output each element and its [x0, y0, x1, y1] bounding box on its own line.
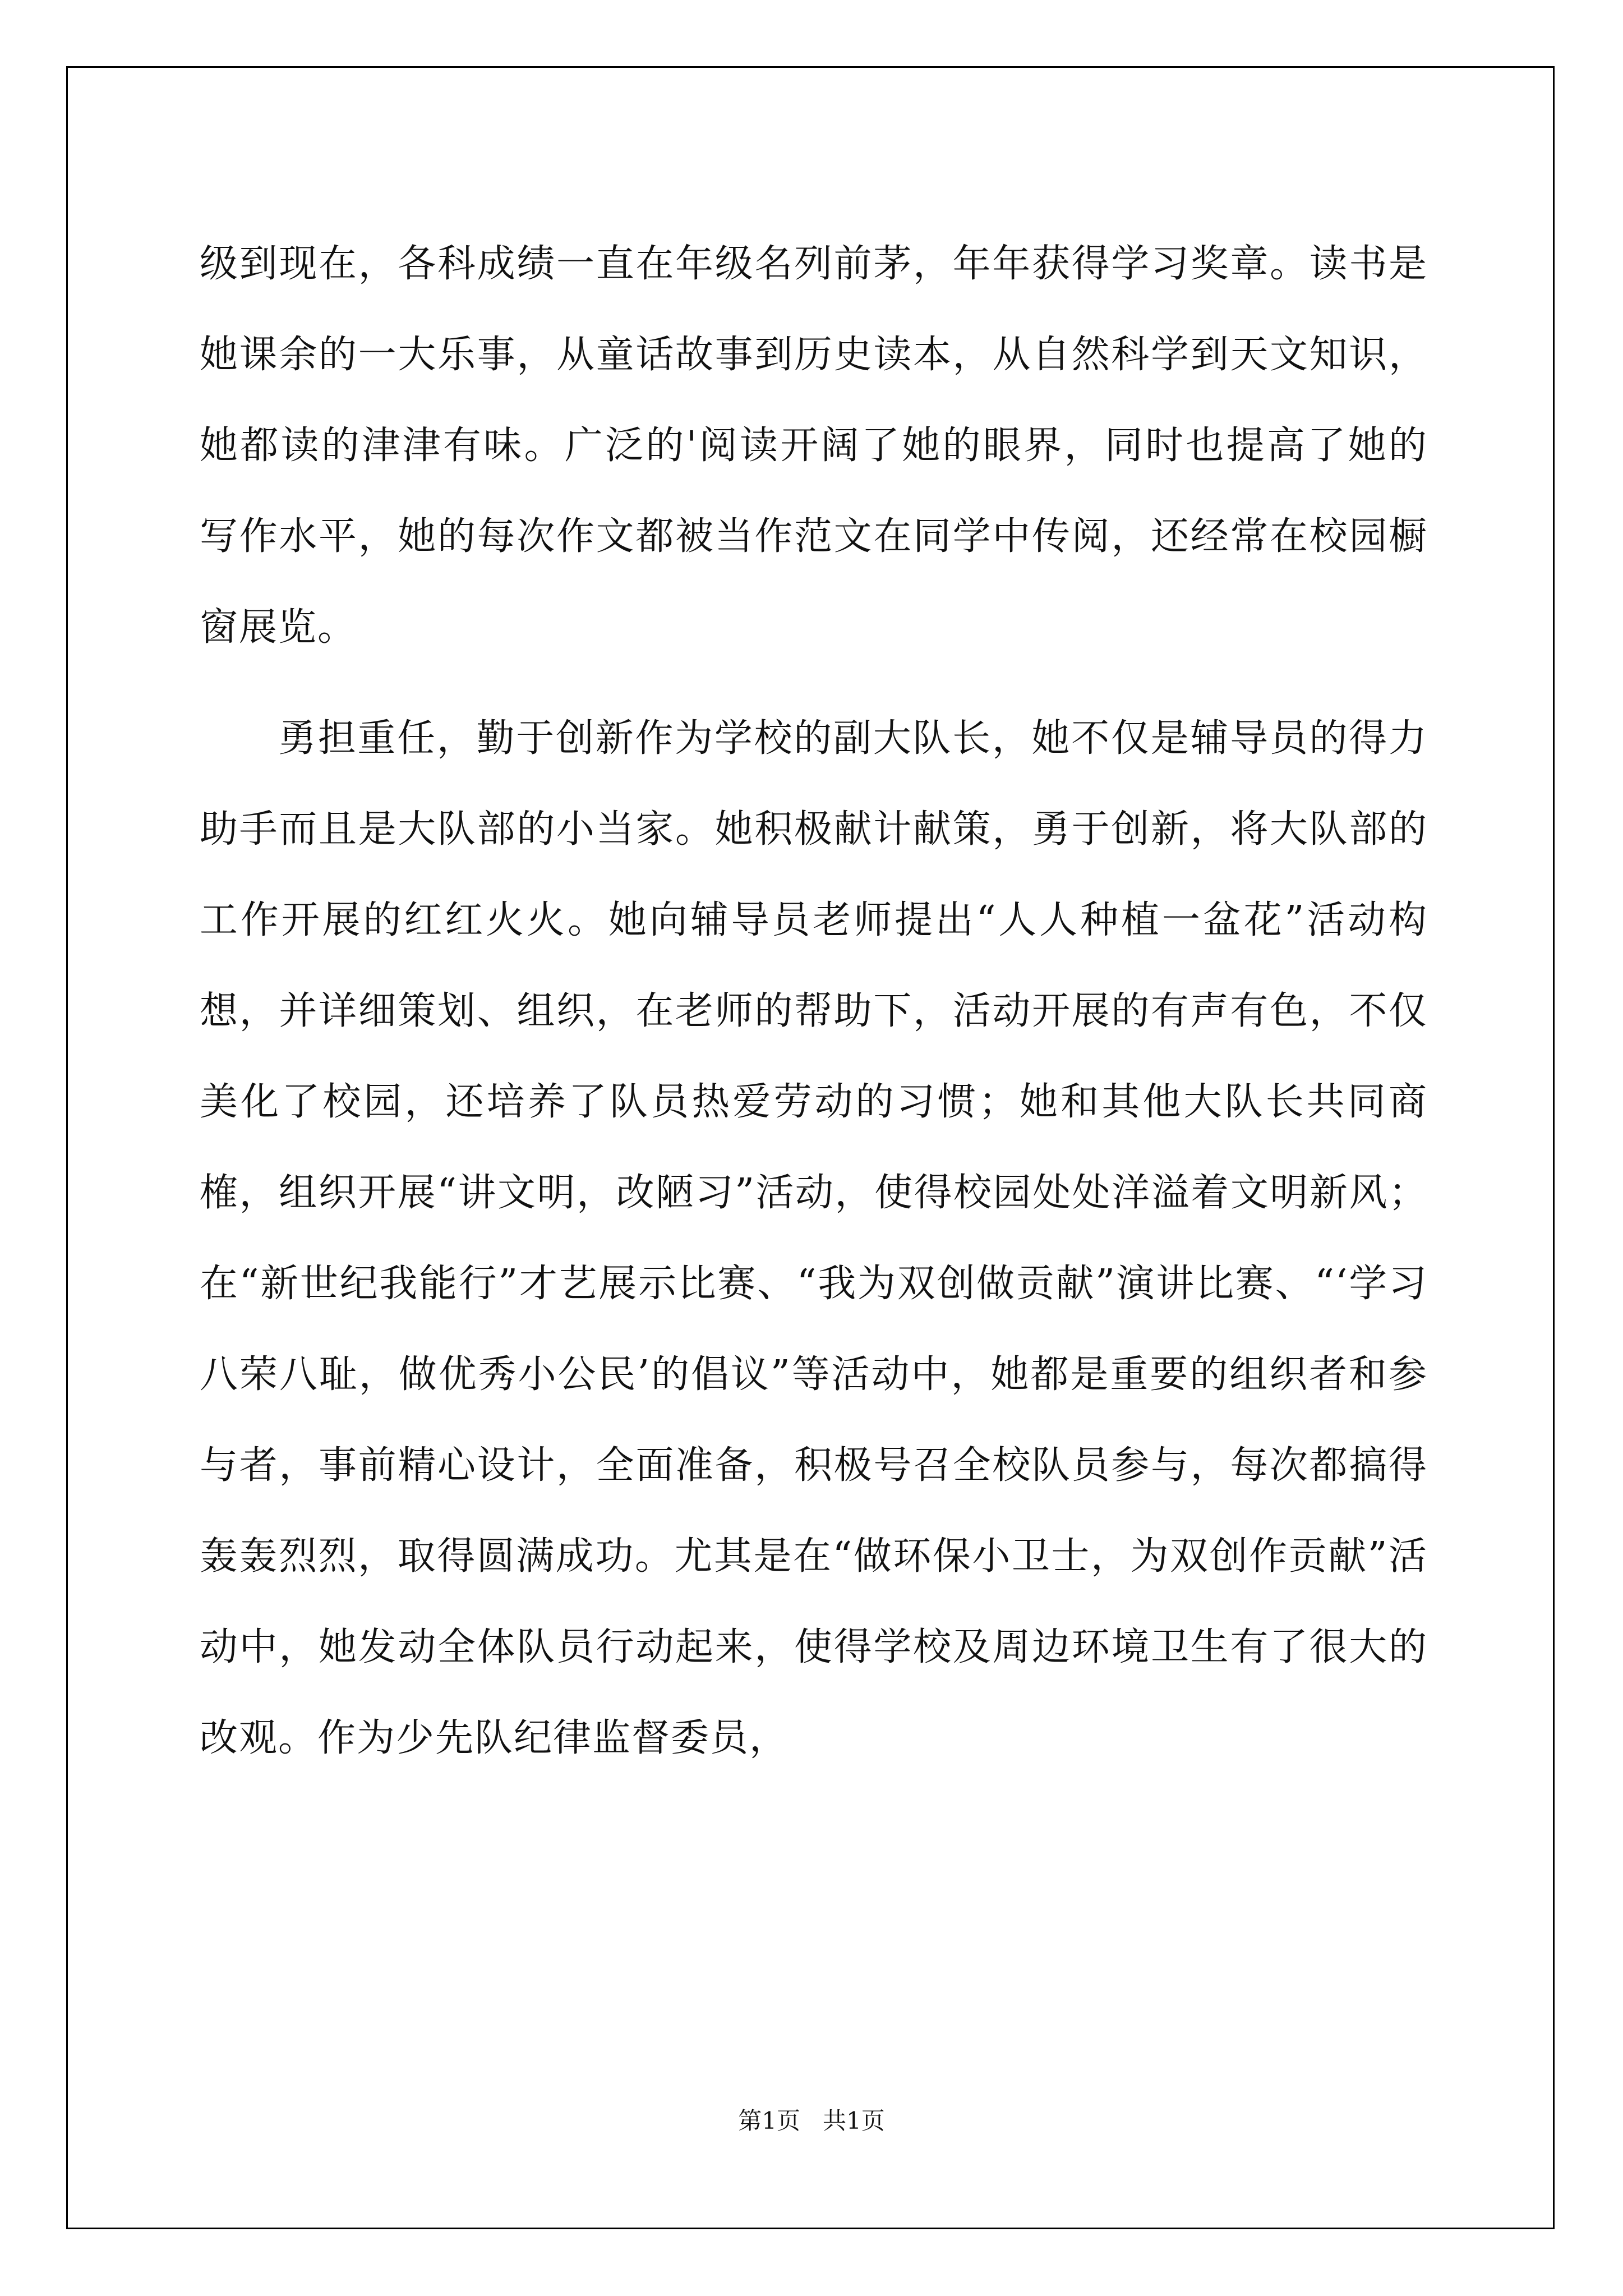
paragraph-2: 勇担重任，勤于创新作为学校的副大队长，她不仅是辅导员的得力助手而且是大队部的小当家。她积极献计献策，勇于创新，将大队部的工作开展的红红火火。她向辅导员老师提出“人人种植一盆花”活动构想，并详细策划、组织，在老师的帮助下，活动开展的有声有色，不仅美化了校园，还培养了队员热爱劳动的习惯；她和其他大队长共同商榷，组织开展“讲文明，改陋习”活动，使得校园处处洋溢着文明新风；在“新世纪我能行”才艺展示比赛、“我为双创做贡献”演讲比赛、“‘学习八荣八耻，做优秀小公民’的倡议”等活动中，她都是重要的组织者和参与者，事前精心设计，全面准备，积极号召全校队员参与，每次都搞得轰轰烈烈，取得圆满成功。尤其是在“做环保小卫士，为双创作贡献”活动中，她发动全体队员行动起来，使得学校及周边环境卫生有了很大的改观。作为少先队纪律监督委员，: [200, 716, 1428, 1760]
document-body: [200, 219, 1428, 1784]
paragraph-1: 级到现在，各科成绩一直在年级名列前茅，年年获得学习奖章。读书是她课余的一大乐事，从童话故事到历史读本，从自然科学到天文知识，她都读的津津有味。广泛的'阅读开阔了她的眼界，同时也提高了她的写作水平，她的每次作文都被当作范文在同学中传阅，还经常在校园橱窗展览。: [200, 242, 1428, 650]
page-number-footer: 第1页 共1页: [738, 2107, 885, 2134]
